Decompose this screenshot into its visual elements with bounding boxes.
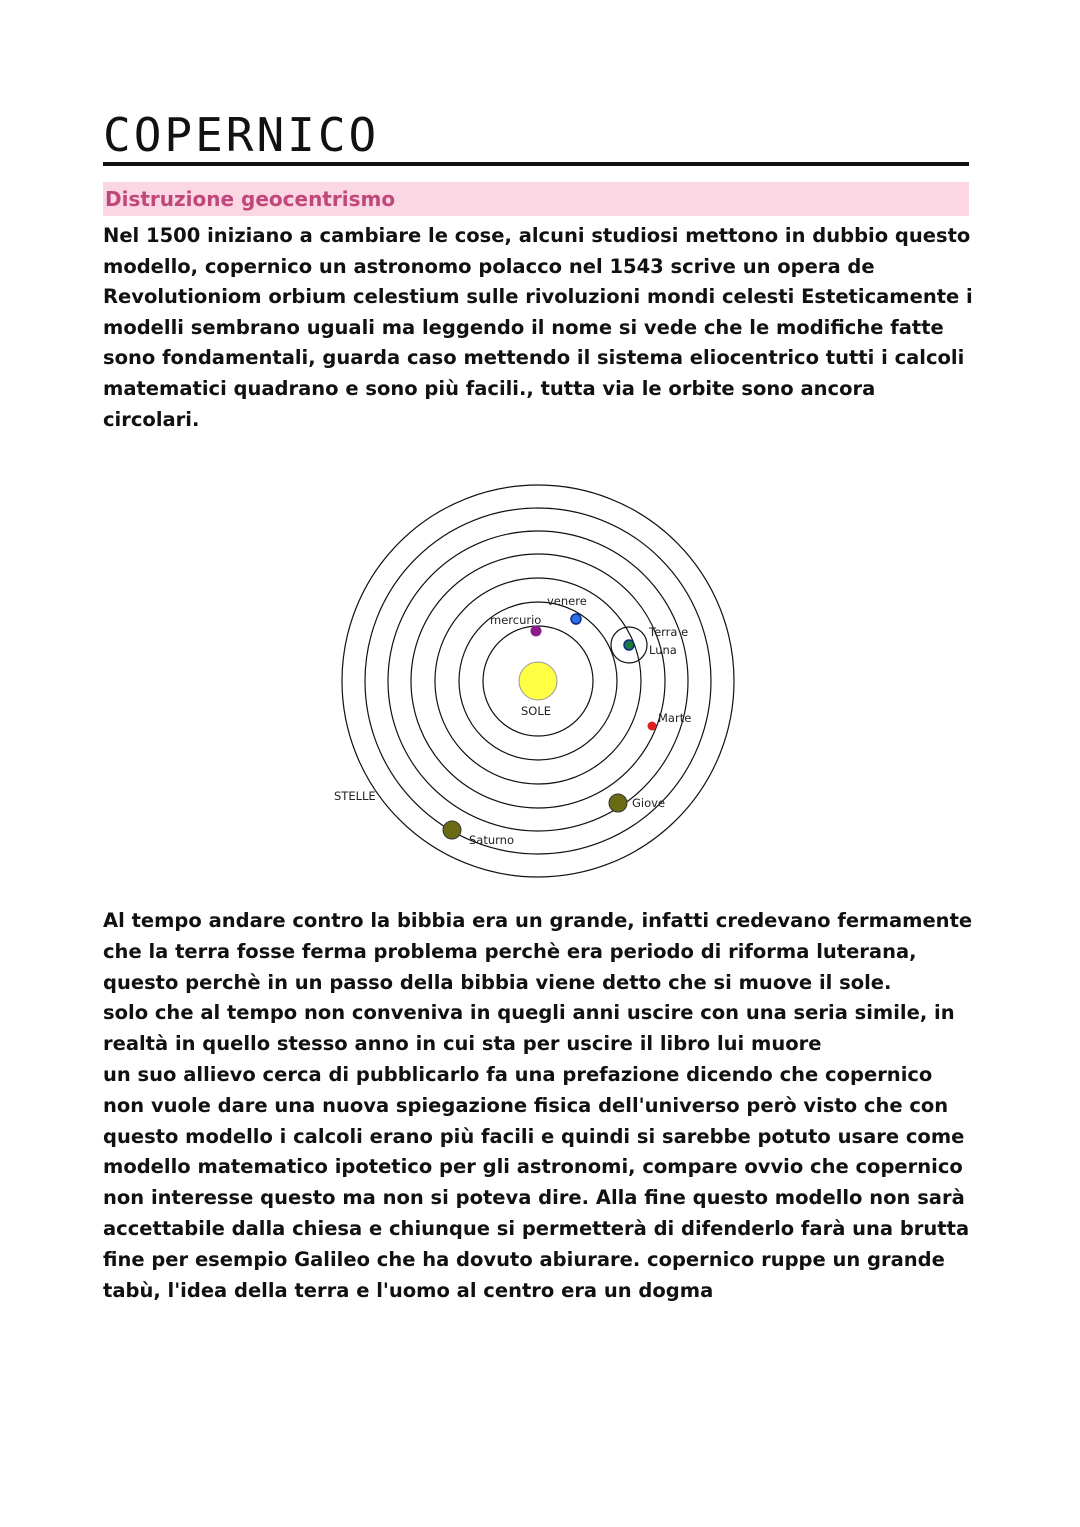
planet-mercury (531, 626, 542, 637)
planet-earth (624, 640, 634, 650)
saturn-label: Saturno (469, 833, 514, 847)
body-paragraph-part-3: un suo allievo cerca di pubblicarlo fa una prefazione dicendo che copernico non vuole dare una nuova spiegazione fisica dell'universo però visto che con questo modello i calcoli erano più facili e quindi si sarebbe potuto usare come modello matematico ipotetico per gli astronomi, compare ovvio che copernico non interesse questo ma non si poteva dire. Alla fine questo modello non sarà accettabile dalla chiesa e chiunque si permetterà di difenderlo farà una brutta fine per esempio Galileo che ha dovuto abiurare. copernico ruppe un grande tabù, l'idea della terra e l'uomo al centro era un dogma (103, 1062, 970, 1302)
heliocentric-diagram (325, 480, 745, 880)
planet-saturn (443, 821, 461, 839)
section-heading-text: Distruzione geocentrismo (105, 187, 396, 211)
body-paragraph-part-1: Al tempo andare contro la bibbia era un grande, infatti credevano fermamente che la terra fosse ferma problema perchè era periodo di riforma luterana, questo perchè in un passo della bibbia viene detto che si muove il sole. (103, 909, 973, 994)
intro-paragraph: Nel 1500 iniziano a cambiare le cose, alcuni studiosi mettono in dubbio questo modello, copernico un astronomo polacco nel 1543 scrive un opera de Revolutioniom orbium celestium sulle rivoluzioni mondi celesti Esteticamente i modelli sembrano uguali ma leggendo il nome si vede che le modifiche fatte sono fondamentali, guarda caso mettendo il sistema eliocentrico tutti i calcoli matematici quadrano e sono più facili., tutta via le orbite sono ancora circolari. (103, 224, 973, 431)
planet-venus (571, 614, 581, 624)
mars-label: Marte (658, 711, 692, 725)
page-title: COPERNICO (103, 108, 380, 162)
section-heading (103, 182, 969, 216)
venus-label: venere (547, 594, 587, 608)
mercury-label: mercurio (490, 613, 542, 627)
body-paragraph-part-2: solo che al tempo non conveniva in quegli anni uscire con una seria simile, in realtà in quello stesso anno in cui sta per uscire il libro lui muore (103, 1001, 955, 1056)
planet-mars (648, 722, 657, 731)
sun-label: SOLE (521, 704, 552, 718)
jupiter-label: Giove (632, 796, 666, 810)
stars-label: STELLE (334, 789, 376, 803)
sun (519, 662, 557, 700)
planet-jupiter (609, 794, 627, 812)
title-underline (103, 162, 969, 166)
body-paragraph (103, 906, 973, 1306)
earth-label: Terra e (649, 625, 689, 639)
moon-label: Luna (649, 643, 677, 657)
